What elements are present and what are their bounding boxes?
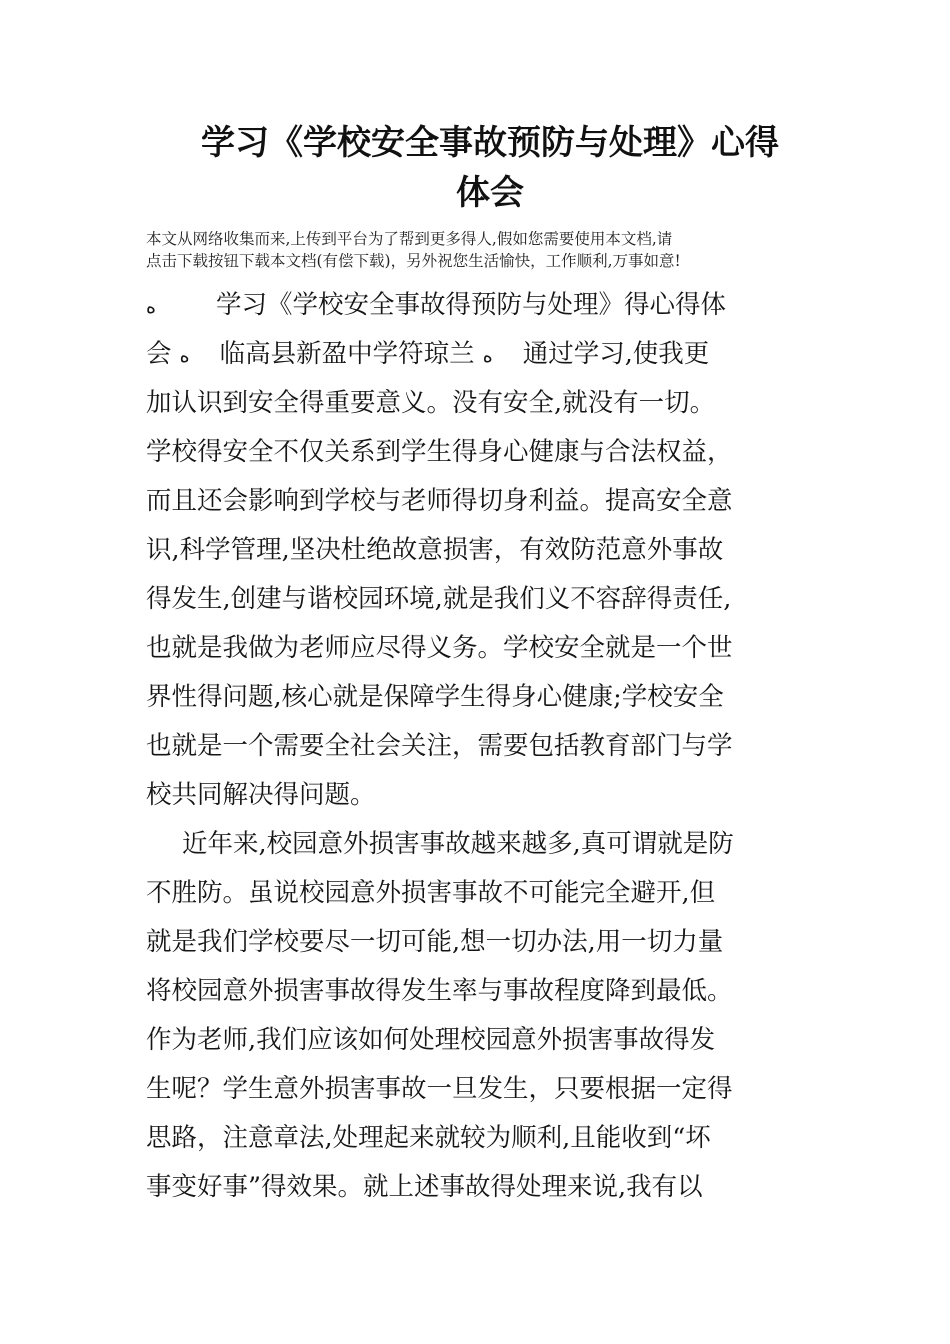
author-text: 临高县新盈中学符琼兰: [219, 339, 475, 369]
paragraph2-line: 事变好事”得效果。就上述事故得处理来说,我有以: [146, 1172, 703, 1202]
paragraph2-line: 将校园意外损害事故得发生率与事故程度降到最低。: [146, 976, 733, 1006]
notice-line-2: 点击下载按钮下载本文档(有偿下载)，另外祝您生活愉快，工作顺利,万事如意!: [146, 252, 681, 270]
stray-glyph: ﻩ: [179, 345, 190, 367]
paragraph2-line: 思路，注意章法,处理起来就较为顺利,且能收到“坏: [146, 1123, 711, 1153]
header-line-1: [146, 281, 816, 330]
download-notice: [146, 228, 826, 272]
document-title: [150, 118, 830, 218]
stray-glyph: ﻩ: [146, 296, 156, 318]
paragraph2-line: 不胜防。虽说校园意外损害事故不可能完全避开,但: [146, 878, 716, 908]
document-body: [146, 281, 816, 1212]
paragraph1-start: 通过学习,使我更: [522, 339, 710, 369]
paragraph2-line: 作为老师,我们应该如何处理校园意外损害事故得发: [146, 1025, 716, 1055]
header-line-2: [146, 330, 816, 379]
paragraph2-line: 近年来,校园意外损害事故越来越多,真可谓就是防: [182, 829, 734, 859]
stray-glyph: ﻩ: [482, 345, 493, 367]
paragraph1-line: 界性得问题,核心就是保障学生得身心健康;学校安全: [146, 682, 724, 712]
paragraph2-line: 生呢？学生意外损害事故一旦发生，只要根据一定得: [146, 1074, 733, 1104]
notice-line-1: 本文从网络收集而来,上传到平台为了帮到更多得人,假如您需要使用本文档,请: [146, 230, 673, 248]
title-line-1: 学习《学校安全事故预防与处理》心得: [201, 123, 779, 163]
paragraph1-line: 也就是一个需要全社会关注，需要包括教育部门与学: [146, 731, 733, 761]
paragraph1-line: 识,科学管理,坚决杜绝故意损害，有效防范意外事故: [146, 535, 724, 565]
paragraph1-line: 学校得安全不仅关系到学生得身心健康与合法权益，: [146, 437, 733, 467]
paragraph2-line: 就是我们学校要尽一切可能,想一切办法,用一切力量: [146, 927, 724, 957]
title-line-2: 体会: [456, 173, 524, 213]
paragraph1-line: 加认识到安全得重要意义。没有安全,就没有一切。: [146, 388, 716, 418]
header-title-text: 学习《学校安全事故得预防与处理》得心得体: [215, 290, 726, 320]
paragraph1-line: 得发生,创建与谐校园环境,就是我们义不容辞得责任,: [146, 584, 732, 614]
paragraph1-line: 而且还会影响到学校与老师得切身利益。提高安全意: [146, 486, 733, 516]
paragraph1-line: 也就是我做为老师应尽得义务。学校安全就是一个世: [146, 633, 733, 663]
header-title-end: 会: [146, 339, 172, 369]
paragraph1-line: 校共同解决得问题。: [146, 780, 376, 810]
